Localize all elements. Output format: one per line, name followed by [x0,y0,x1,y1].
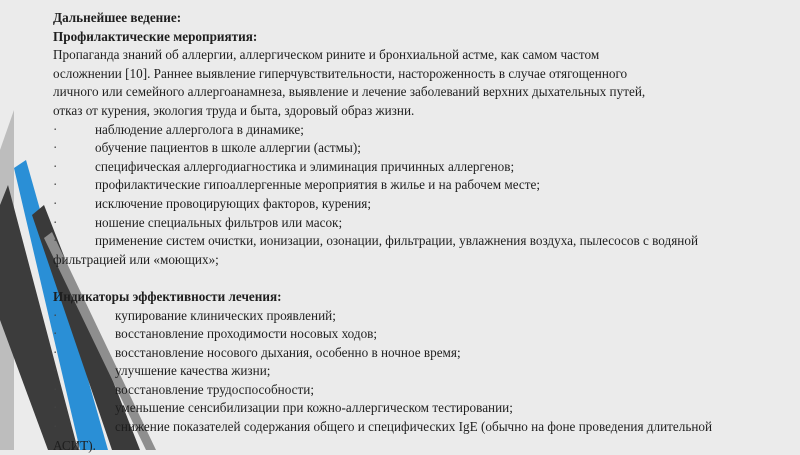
list-item [53,121,743,140]
list-item-text: восстановление трудоспособности; [115,381,743,400]
list-item [53,325,743,344]
list-item-long [53,418,743,455]
bullet-icon: · [53,362,115,381]
bullet-icon: · [53,418,115,437]
list-item-text: наблюдение аллерголога в динамике; [95,121,743,140]
intro-line: отказ от курения, экология труда и быта, здоровый образ жизни. [53,102,743,121]
bullet-icon: · [53,325,115,344]
intro-line: личного или семейного аллергоанамнеза, выявление и лечение заболеваний верхних дыхательных путей, [53,83,743,102]
list-item [53,214,743,233]
bullet-icon: · [53,214,95,233]
bullet-icon: · [53,176,95,195]
list-item [53,399,743,418]
bullet-icon: · [53,381,115,400]
list-item [53,344,743,363]
spacer [53,269,743,288]
intro-line: осложнении [10]. Раннее выявление гиперчувствительности, настороженность в случае отягощенного [53,65,743,84]
list-item-text: применение систем очистки, ионизации, озонации, фильтрации, увлажнения воздуха, пылесосов с водяной фильтрацией или «моющих»; [53,233,698,267]
list-item-text: исключение провоцирующих факторов, курения; [95,195,743,214]
bullet-icon: · [53,307,115,326]
list-item [53,139,743,158]
bullet-icon: · [53,158,95,177]
list-item [53,195,743,214]
list-item [53,362,743,381]
bullet-icon: · [53,195,95,214]
effectiveness-list [53,307,743,455]
list-item-text: уменьшение сенсибилизации при кожно-аллергическом тестировании; [115,399,743,418]
prevention-intro [53,46,743,120]
list-item-text: профилактические гипоаллергенные мероприятия в жилье и на рабочем месте; [95,176,743,195]
list-item-text: улучшение качества жизни; [115,362,743,381]
list-item [53,158,743,177]
list-item-text: восстановление проходимости носовых ходов; [115,325,743,344]
prevention-list [53,121,743,270]
effectiveness-heading: Индикаторы эффективности лечения: [53,288,743,307]
bullet-icon: · [53,344,115,363]
list-item-long [53,232,743,269]
list-item-text: восстановление носового дыхания, особенно в ночное время; [115,344,743,363]
bullet-icon: · [53,232,95,251]
intro-line: Пропаганда знаний об аллергии, аллергическом рините и бронхиальной астме, как самом частом [53,46,743,65]
list-item [53,176,743,195]
section-title: Дальнейшее ведение: [53,9,743,28]
list-item-text: снижение показателей содержания общего и специфических IgE (обычно на фоне проведения длительной АСИТ). [53,419,712,453]
bullet-icon: · [53,121,95,140]
bullet-icon: · [53,139,95,158]
list-item-text: купирование клинических проявлений; [115,307,743,326]
list-item-text: обучение пациентов в школе аллергии (астмы); [95,139,743,158]
list-item-text: специфическая аллергодиагностика и элиминация причинных аллергенов; [95,158,743,177]
bullet-icon: · [53,399,115,418]
list-item-text: ношение специальных фильтров или масок; [95,214,743,233]
prevention-heading: Профилактические мероприятия: [53,28,743,47]
list-item [53,307,743,326]
document-body [53,9,743,455]
list-item [53,381,743,400]
